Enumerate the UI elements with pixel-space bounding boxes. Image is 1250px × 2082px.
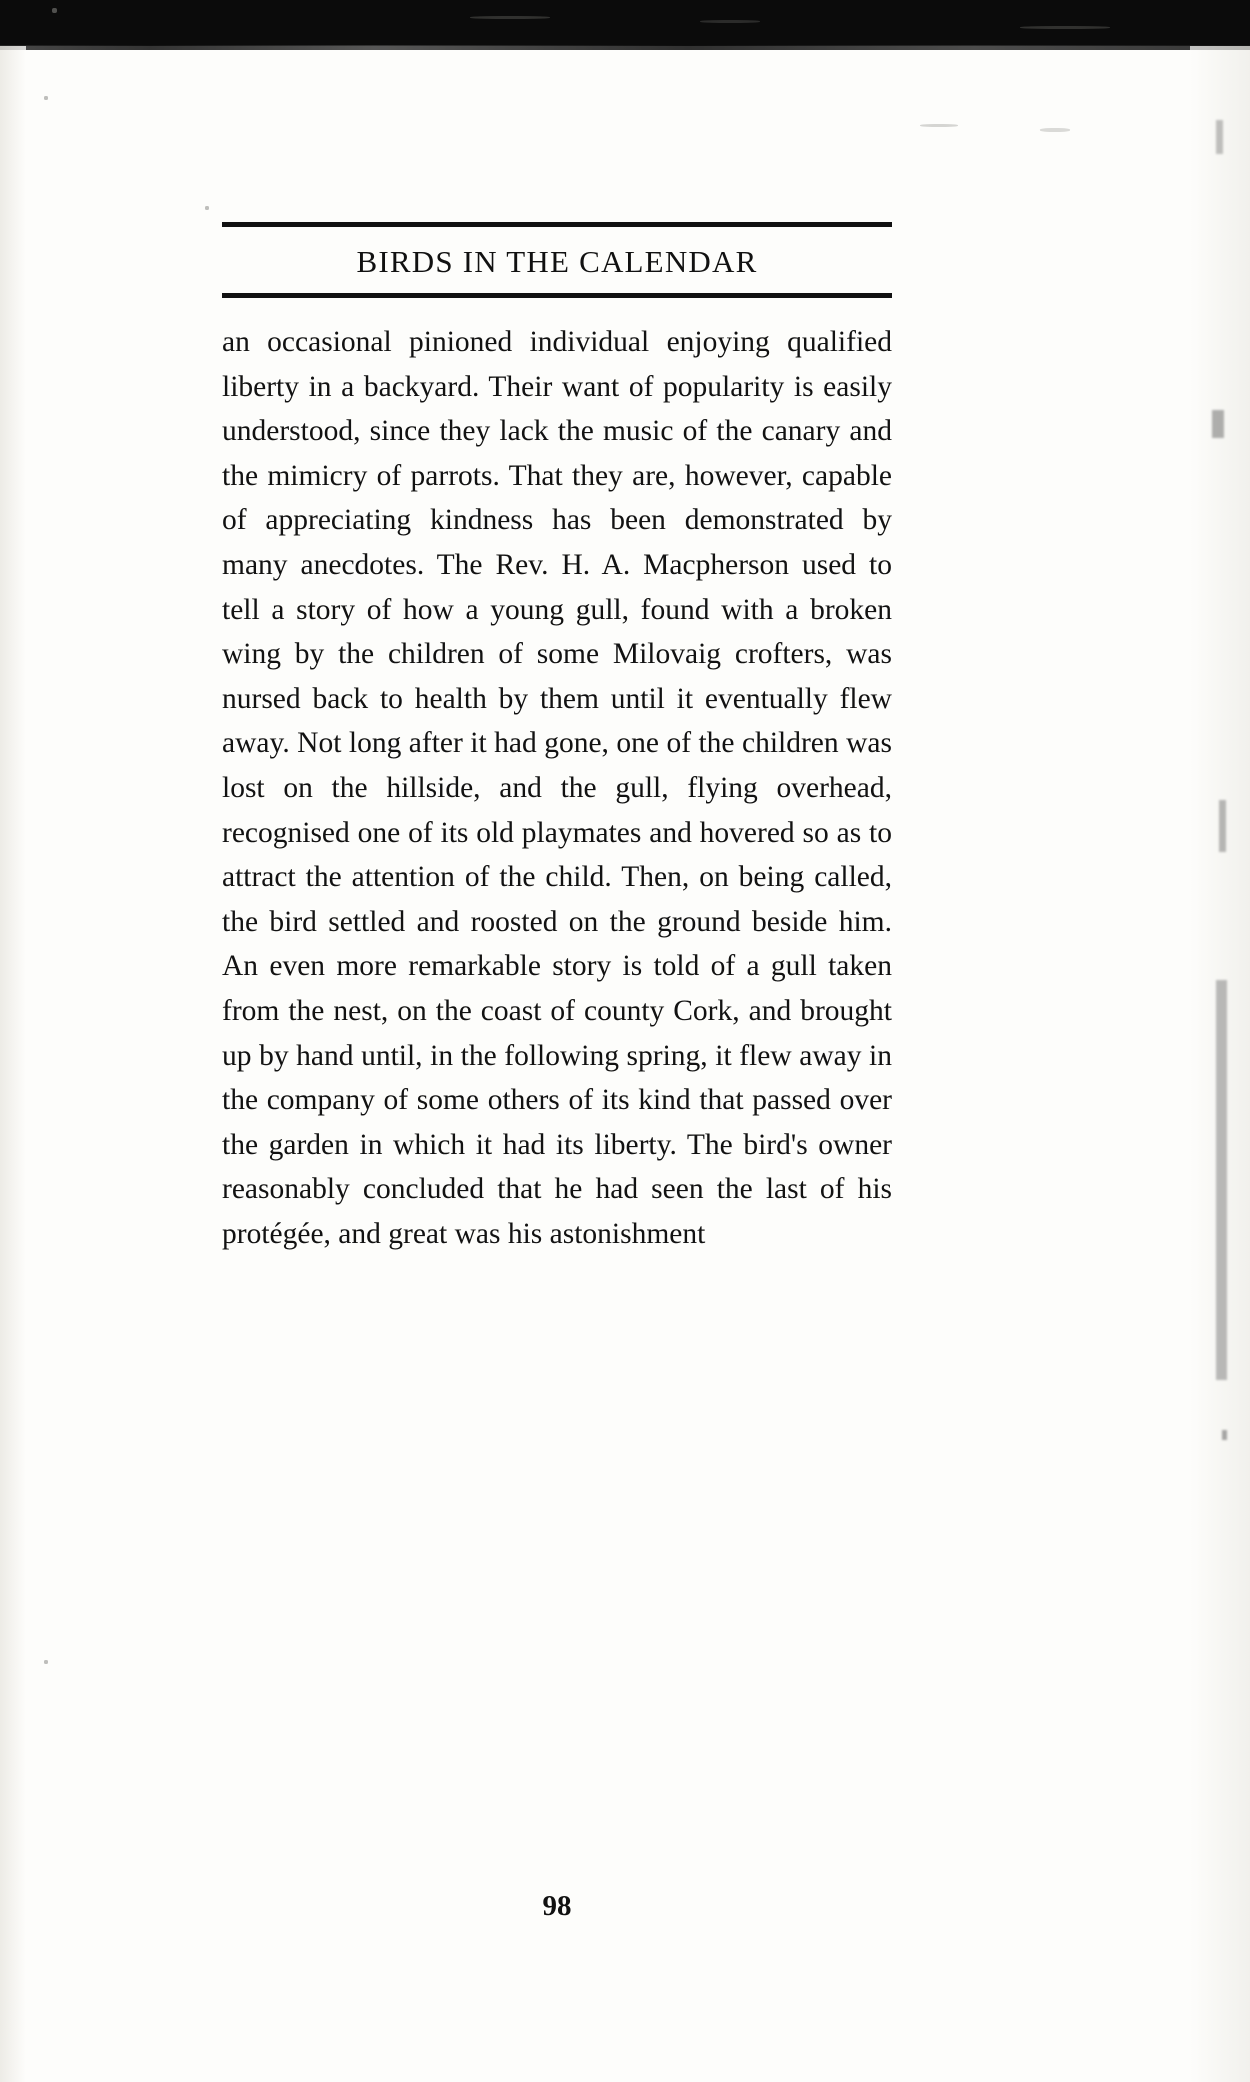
scan-smudge (1219, 800, 1226, 852)
scan-speck (44, 1660, 48, 1664)
running-head: BIRDS IN THE CALENDAR (356, 244, 758, 279)
scan-speck (1020, 26, 1110, 29)
body-paragraph: an occasional pinioned individual enjoying qualified liberty in a backyard. Their want of popularity is easily understood, since they lack the music of the canary and the mimicry of parrots. That they are, however, capable of appreciating kindness has been demonstrated by many anecdotes. The Rev. H. A. Macpherson used to tell a story of how a young gull, found with a broken wing by the children of some Milovaig crofters, was nursed back to health by them until it eventually flew away. Not long after it had gone, one of the children was lost on the hillside, and the gull, flying overhead, recognised one of its old playmates and hovered so as to attract the attention of the child. Then, on being called, the bird settled and roosted on the ground beside him. An even more remarkable story is told of a gull taken from the nest, on the coast of county Cork, and brought up by hand until, in the following spring, it flew away in the company of some others of its kind that passed over the garden in which it had its liberty. The bird's owner reasonably concluded that he had seen the last of his protégée, and great was his astonishment (222, 326, 892, 1250)
scanner-shadow-bar (0, 0, 1250, 46)
page-left-edge-shadow (0, 46, 26, 2082)
scan-speck (700, 20, 760, 23)
scan-smudge (1216, 120, 1223, 154)
scan-speck (205, 206, 209, 210)
scan-speck (44, 96, 48, 100)
scan-speck (1040, 128, 1070, 132)
scan-smudge (1222, 1430, 1227, 1440)
body-text (222, 320, 892, 1256)
scan-speck (470, 16, 550, 19)
header-rule-bottom (222, 293, 892, 298)
scan-smudge (1212, 410, 1224, 438)
page-number: 98 (542, 1890, 572, 1922)
text-block (222, 222, 892, 1256)
scan-speck (920, 124, 958, 127)
scan-smudge (1216, 980, 1227, 1380)
scan-speck (52, 8, 57, 13)
